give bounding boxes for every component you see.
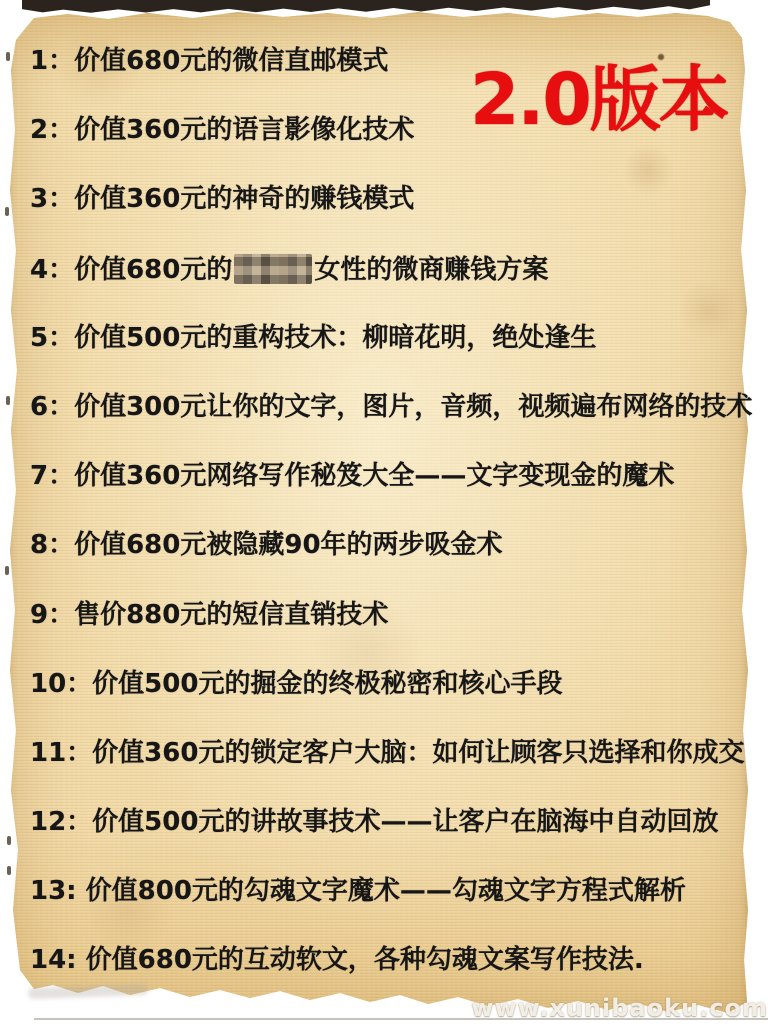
list-item: 1：价值680元的微信直邮模式 <box>30 46 389 76</box>
list-item: 10：价值500元的掘金的终极秘密和核心手段 <box>30 668 563 699</box>
list-item: 8：价值680元被隐藏90年的两步吸金术 <box>30 530 503 561</box>
paper-edge-nick <box>5 566 9 575</box>
list-item: 9：售价880元的短信直销技术 <box>30 599 389 630</box>
paper-edge-nick <box>7 836 11 845</box>
paper-edge-nick <box>6 396 10 405</box>
paper-edge-nick <box>6 52 10 61</box>
top-torn-border-strip <box>22 0 710 13</box>
list-item: 13: 价值800元的勾魂文字魔术——勾魂文字方程式解析 <box>30 876 686 907</box>
version-badge: 2.0版本 <box>470 58 728 141</box>
paper-edge-nick <box>7 866 11 875</box>
list-item: 7：价值360元网络写作秘笈大全——文字变现金的魔术 <box>30 461 675 492</box>
paper-edge-nick <box>5 207 9 216</box>
watermark: www.xunibaoku.com <box>471 994 768 1022</box>
censored-mosaic <box>234 254 312 284</box>
course-list <box>30 46 758 1015</box>
list-item: 12：价值500元的讲故事技术——让客户在脑海中自动回放 <box>30 807 719 838</box>
list-item-text: 4：价值680元的 <box>30 254 233 285</box>
list-item-text: 女性的微商赚钱方案 <box>314 254 549 285</box>
list-item: 5：价值500元的重构技术：柳暗花明，绝处逢生 <box>30 322 597 353</box>
list-item: 14: 价值680元的互动软文，各种勾魂文案写作技法. <box>30 945 644 976</box>
list-item <box>30 254 758 323</box>
list-item: 11：价值360元的锁定客户大脑：如何让顾客只选择和你成交 <box>30 737 745 768</box>
list-item: 2：价值360元的语言影像化技术 <box>30 115 415 146</box>
list-item: 6：价值300元让你的文字，图片，音频，视频遍布网络的技术 <box>30 391 753 422</box>
list-item: 3：价值360元的神奇的赚钱模式 <box>30 184 415 215</box>
